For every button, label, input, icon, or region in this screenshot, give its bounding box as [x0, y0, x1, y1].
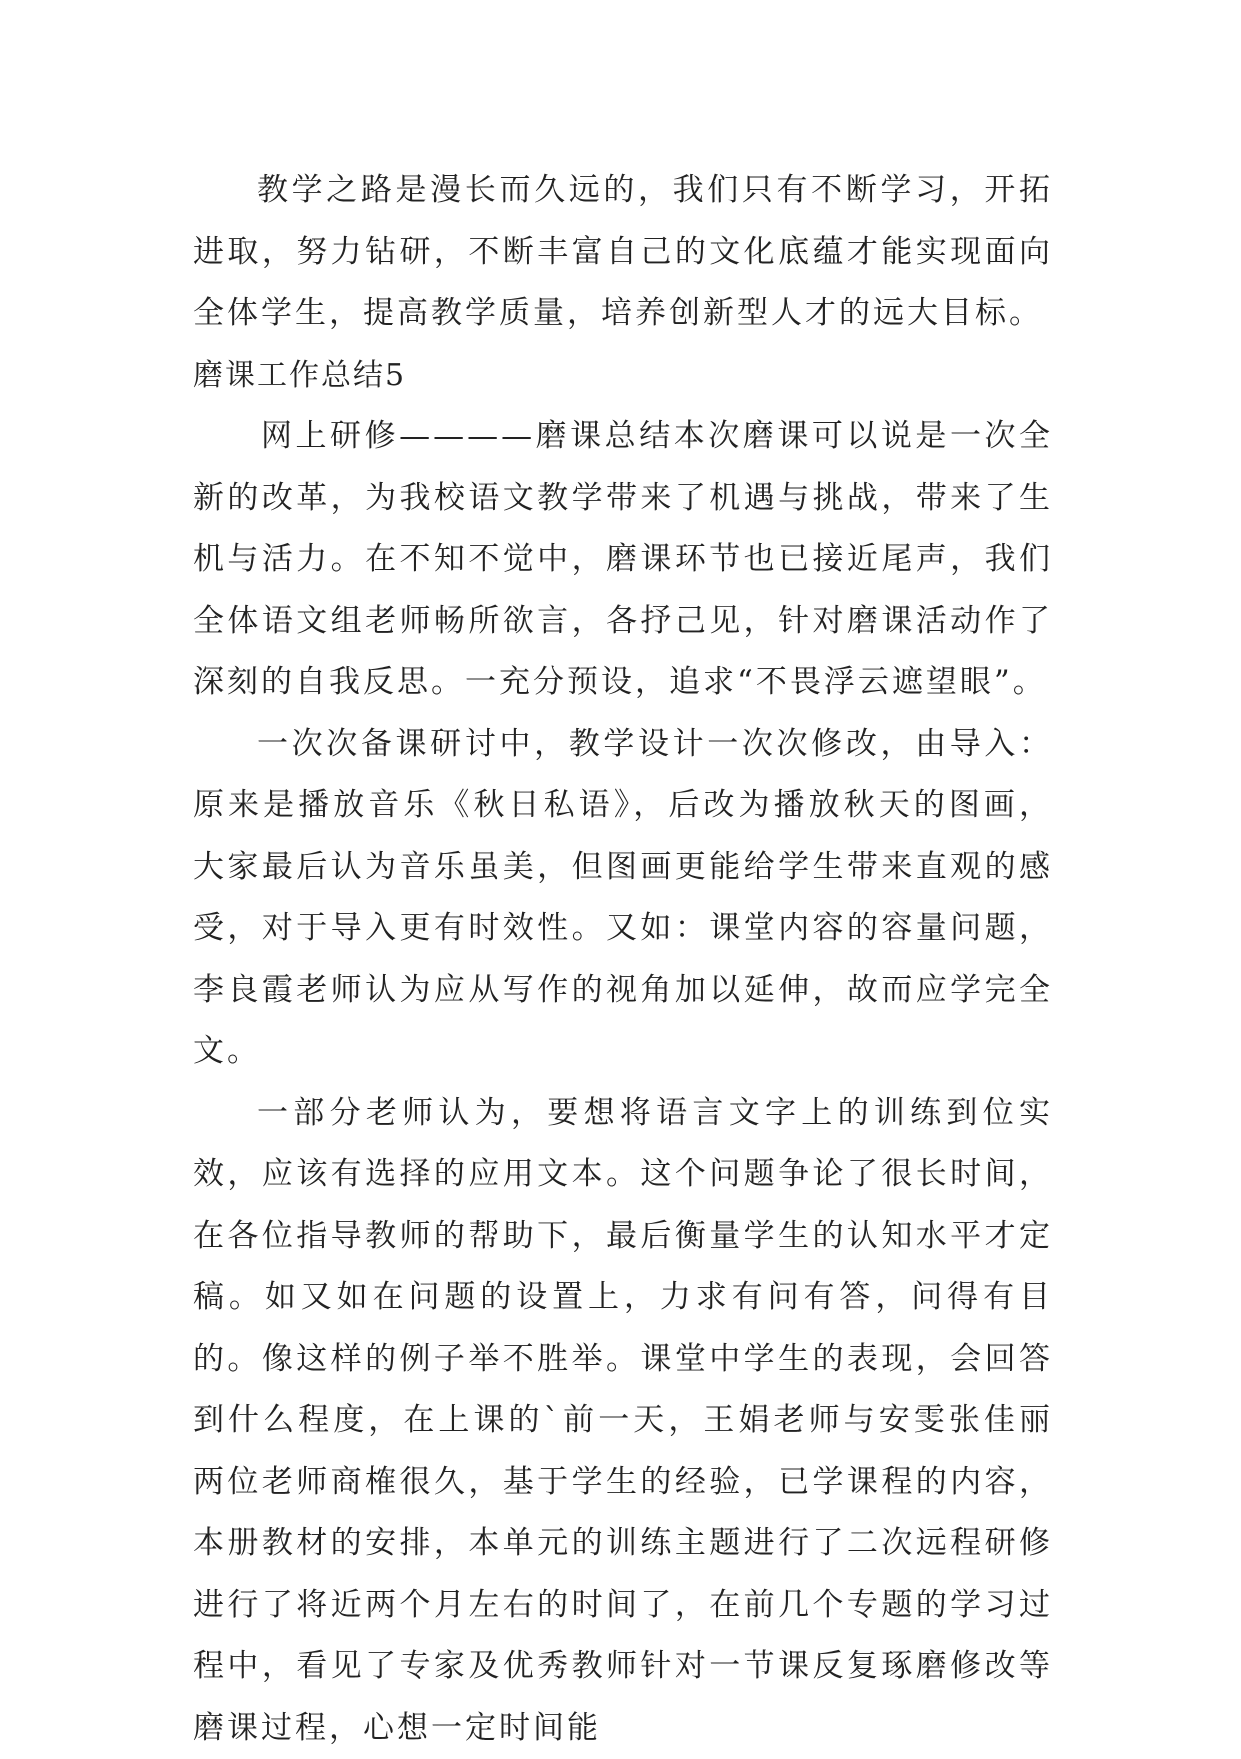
paragraph-online-training: 网上研修————磨课总结本次磨课可以说是一次全新的改革，为我校语文教学带来了机遇与挑战，带来了生机与活力。在不知不觉中，磨课环节也已接近尾声，我们全体语文组老师畅所欲言，各抒己见，针对磨课活动作了深刻的自我反思。一充分预设，追求“不畏浮云遮望眼”。 [193, 406, 1053, 714]
paragraph-teaching-road: 教学之路是漫长而久远的，我们只有不断学习，开拓进取，努力钻研，不断丰富自己的文化底蕴才能实现面向全体学生，提高教学质量，培养创新型人才的远大目标。 [193, 160, 1053, 345]
document-page [193, 160, 1053, 1759]
paragraph-teacher-discussion: 一部分老师认为，要想将语言文字上的训练到位实效，应该有选择的应用文本。这个问题争论了很长时间，在各位指导教师的帮助下，最后衡量学生的认知水平才定稿。如又如在问题的设置上，力求有问有答，问得有目的。像这样的例子举不胜举。课堂中学生的表现，会回答到什么程度，在上课的`前一天，王娟老师与安雯张佳丽两位老师商榷很久，基于学生的经验，已学课程的内容，本册教材的安排，本单元的训练主题进行了二次远程研修进行了将近两个月左右的时间了，在前几个专题的学习过程中，看见了专家及优秀教师针对一节课反复琢磨修改等磨课过程，心想一定时间能 [193, 1083, 1053, 1759]
paragraph-lesson-preparation: 一次次备课研讨中，教学设计一次次修改，由导入：原来是播放音乐《秋日私语》，后改为播放秋天的图画，大家最后认为音乐虽美，但图画更能给学生带来直观的感受，对于导入更有时效性。又如：课堂内容的容量问题，李良霞老师认为应从写作的视角加以延伸，故而应学完全文。 [193, 714, 1053, 1083]
section-heading: 磨课工作总结5 [193, 345, 1053, 407]
